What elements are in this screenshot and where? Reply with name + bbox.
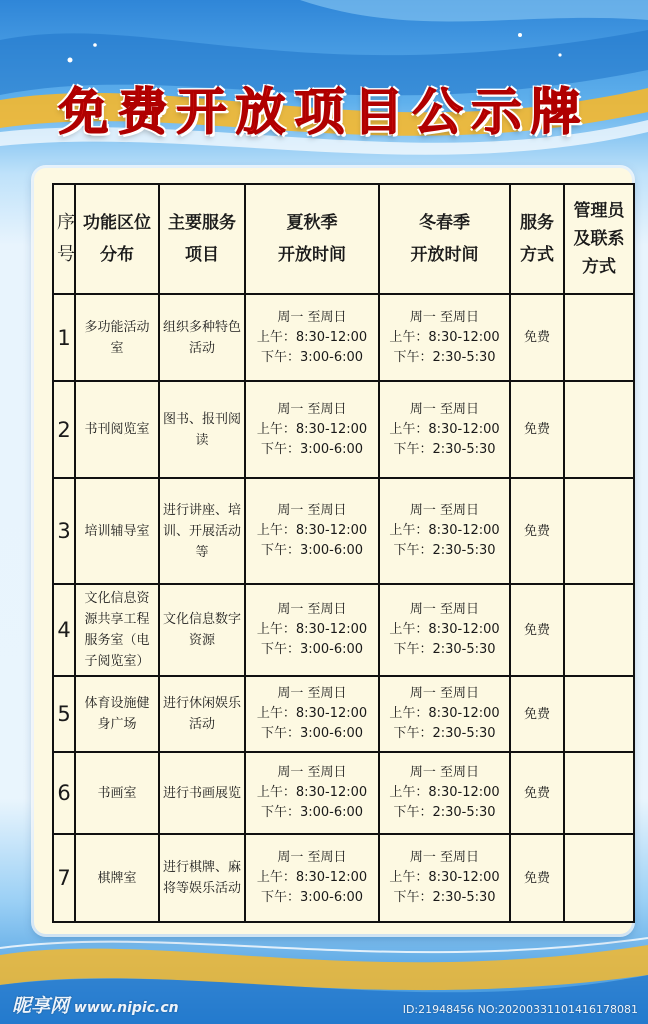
header-summer: 夏秋季 开放时间 (245, 184, 379, 294)
service-cell: 文化信息数字资源 (159, 584, 245, 676)
admin-contact-cell (564, 676, 634, 752)
admin-contact-cell (564, 478, 634, 584)
admin-contact-cell (564, 584, 634, 676)
row-number: 6 (53, 752, 75, 834)
admin-contact-cell (564, 294, 634, 381)
summer-hours-cell: 周一 至周日 上午：8:30-12:00 下午：3:00-6:00 (245, 752, 379, 834)
admin-contact-cell (564, 834, 634, 922)
table-row (53, 478, 634, 584)
table-row (53, 381, 634, 478)
winter-hours-cell: 周一 至周日 上午：8:30-12:00 下午：2:30-5:30 (379, 584, 510, 676)
table-header-row (53, 184, 634, 294)
area-cell: 棋牌室 (75, 834, 159, 922)
area-cell: 书画室 (75, 752, 159, 834)
service-mode-cell: 免费 (510, 381, 564, 478)
service-mode-cell: 免费 (510, 834, 564, 922)
summer-hours-cell: 周一 至周日 上午：8:30-12:00 下午：3:00-6:00 (245, 294, 379, 381)
service-cell: 进行棋牌、麻将等娱乐活动 (159, 834, 245, 922)
service-mode-cell: 免费 (510, 584, 564, 676)
header-area: 功能区位 分布 (75, 184, 159, 294)
winter-hours-cell: 周一 至周日 上午：8:30-12:00 下午：2:30-5:30 (379, 752, 510, 834)
service-mode-cell: 免费 (510, 752, 564, 834)
service-cell: 图书、报刊阅读 (159, 381, 245, 478)
watermark-url: www.nipic.cn (73, 1000, 179, 1016)
admin-contact-cell (564, 752, 634, 834)
row-number: 4 (53, 584, 75, 676)
winter-hours-cell: 周一 至周日 上午：8:30-12:00 下午：2:30-5:30 (379, 381, 510, 478)
area-cell: 培训辅导室 (75, 478, 159, 584)
watermark (12, 991, 179, 1018)
service-mode-cell: 免费 (510, 294, 564, 381)
summer-hours-cell: 周一 至周日 上午：8:30-12:00 下午：3:00-6:00 (245, 478, 379, 584)
winter-hours-cell: 周一 至周日 上午：8:30-12:00 下午：2:30-5:30 (379, 834, 510, 922)
area-cell: 多功能活动室 (75, 294, 159, 381)
service-mode-cell: 免费 (510, 478, 564, 584)
winter-hours-cell: 周一 至周日 上午：8:30-12:00 下午：2:30-5:30 (379, 294, 510, 381)
table-row (53, 752, 634, 834)
service-cell: 组织多种特色活动 (159, 294, 245, 381)
service-cell: 进行休闲娱乐活动 (159, 676, 245, 752)
page-title: 免费开放项目公示牌 (58, 83, 590, 141)
table-row (53, 294, 634, 381)
row-number: 2 (53, 381, 75, 478)
winter-hours-cell: 周一 至周日 上午：8:30-12:00 下午：2:30-5:30 (379, 676, 510, 752)
header-admin: 管理员 及联系 方式 (564, 184, 634, 294)
header-winter: 冬春季 开放时间 (379, 184, 510, 294)
area-cell: 书刊阅览室 (75, 381, 159, 478)
row-number: 7 (53, 834, 75, 922)
schedule-table (52, 183, 635, 923)
area-cell: 文化信息资源共享工程服务室（电子阅览室） (75, 584, 159, 676)
row-number: 1 (53, 294, 75, 381)
winter-hours-cell: 周一 至周日 上午：8:30-12:00 下午：2:30-5:30 (379, 478, 510, 584)
service-cell: 进行书画展览 (159, 752, 245, 834)
header-seq: 序号 (53, 184, 75, 294)
admin-contact-cell (564, 381, 634, 478)
table-row (53, 834, 634, 922)
summer-hours-cell: 周一 至周日 上午：8:30-12:00 下午：3:00-6:00 (245, 834, 379, 922)
table-row (53, 584, 634, 676)
header-mode: 服务 方式 (510, 184, 564, 294)
summer-hours-cell: 周一 至周日 上午：8:30-12:00 下午：3:00-6:00 (245, 676, 379, 752)
row-number: 3 (53, 478, 75, 584)
watermark-logo: 昵享网 (12, 995, 70, 1017)
summer-hours-cell: 周一 至周日 上午：8:30-12:00 下午：3:00-6:00 (245, 584, 379, 676)
summer-hours-cell: 周一 至周日 上午：8:30-12:00 下午：3:00-6:00 (245, 381, 379, 478)
header-service: 主要服务 项目 (159, 184, 245, 294)
service-cell: 进行讲座、培训、开展活动等 (159, 478, 245, 584)
table-row (53, 676, 634, 752)
service-mode-cell: 免费 (510, 676, 564, 752)
row-number: 5 (53, 676, 75, 752)
area-cell: 体育设施健身广场 (75, 676, 159, 752)
image-id: ID:21948456 NO:20200331101416178081 (402, 1003, 638, 1016)
